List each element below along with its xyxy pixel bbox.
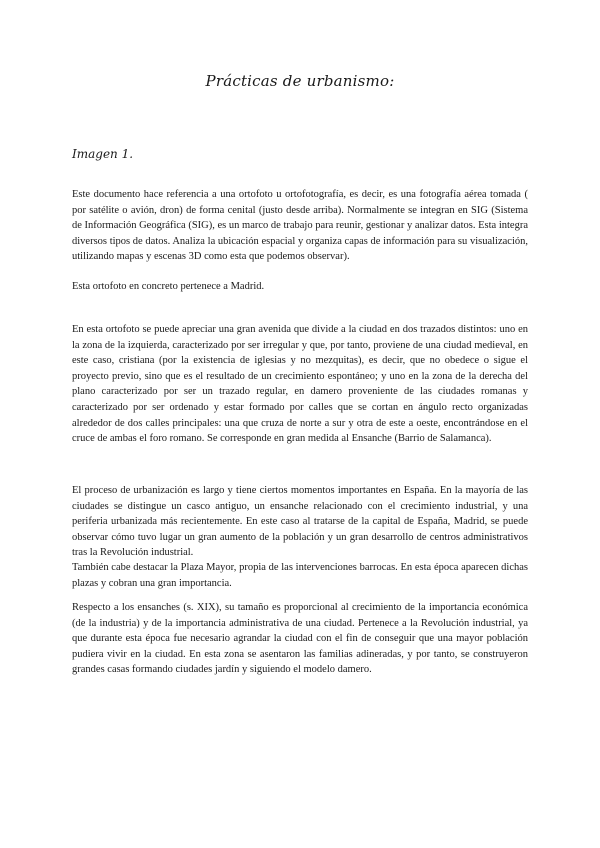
paragraph-avenida-trazados: En esta ortofoto se puede apreciar una gran avenida que divide a la ciudad en dos trazados distintos: uno en la zona de la izquierda, caracterizado por ser irregular y que, por tanto, proviene de una ciudad medieval, en este caso, cristiana (por la existencia de iglesias y no mezquitas), es decir, que no obedece o sigue el proyecto previo, sino que es el resultado de un crecimiento espontáneo; y uno en la zona de la derecha del plano caracterizado por ser un trazado regular, en damero proveniente de las ciudades romanas y caracterizado por ser ordenado y estar formado por calles que se cortan en ángulo recto organizadas alrededor de dos calles principales: una que cruza de norte a sur y otra de este a oeste, encontrándose en el cruce de ambas el foro romano. Se corresponde en gran medida al Ensanche (Barrio de Salamanca). <box>72 324 528 445</box>
paragraph-ensanches: Respecto a los ensanches (s. XIX), su tamaño es proporcional al crecimiento de la importancia económica (de la industria) y de la importancia administrativa de una ciudad. Pertenece a la Revolución industrial, ya que durante esta época fue necesario agrandar la ciudad con el fin de conseguir que una mayor población pudiera vivir en la ciudad. En esta zona se asentaron las familias adineradas, y por tanto, se construyeron grandes casas formando ciudades jardín y siguiendo el modelo damero. <box>72 602 528 676</box>
paragraph-ortofoto-definition: Este documento hace referencia a una ortofoto u ortofotografía, es decir, es una fotografía aérea tomada ( por satélite o avión, dron) de forma cenital (justo desde arriba). Normalmente se integran en SIG (Sistema de Información Geográfica (SIG), es un marco de trabajo para reunir, gestionar y analizar datos. Esta integra diversos tipos de datos. Analiza la ubicación espacial y organiza capas de información para su visualización, utilizando mapas y escenas 3D como esta que podemos observar). <box>72 189 528 263</box>
paragraph-madrid: Esta ortofoto en concreto pertenece a Madrid. <box>72 281 265 292</box>
image-subheading: Imagen 1. <box>72 147 134 161</box>
paragraph-proceso-urbanizacion: El proceso de urbanización es largo y tiene ciertos momentos importantes en España. En la mayoría de las ciudades se distingue un casco antiguo, un ensanche relacionado con el crecimiento industrial, y una periferia urbanizada más recientemente. En este caso al tratarse de la capital de España, Madrid, se puede observar cómo tuvo lugar un gran aumento de la población y un gran desarrollo de centros administrativos tras la Revolución industrial. <box>72 485 528 559</box>
paragraph-plaza-mayor: También cabe destacar la Plaza Mayor, propia de las intervenciones barrocas. En esta época aparecen dichas plazas y cobran una gran importancia. <box>72 562 528 589</box>
document-title: Prácticas de urbanismo: <box>205 72 395 90</box>
